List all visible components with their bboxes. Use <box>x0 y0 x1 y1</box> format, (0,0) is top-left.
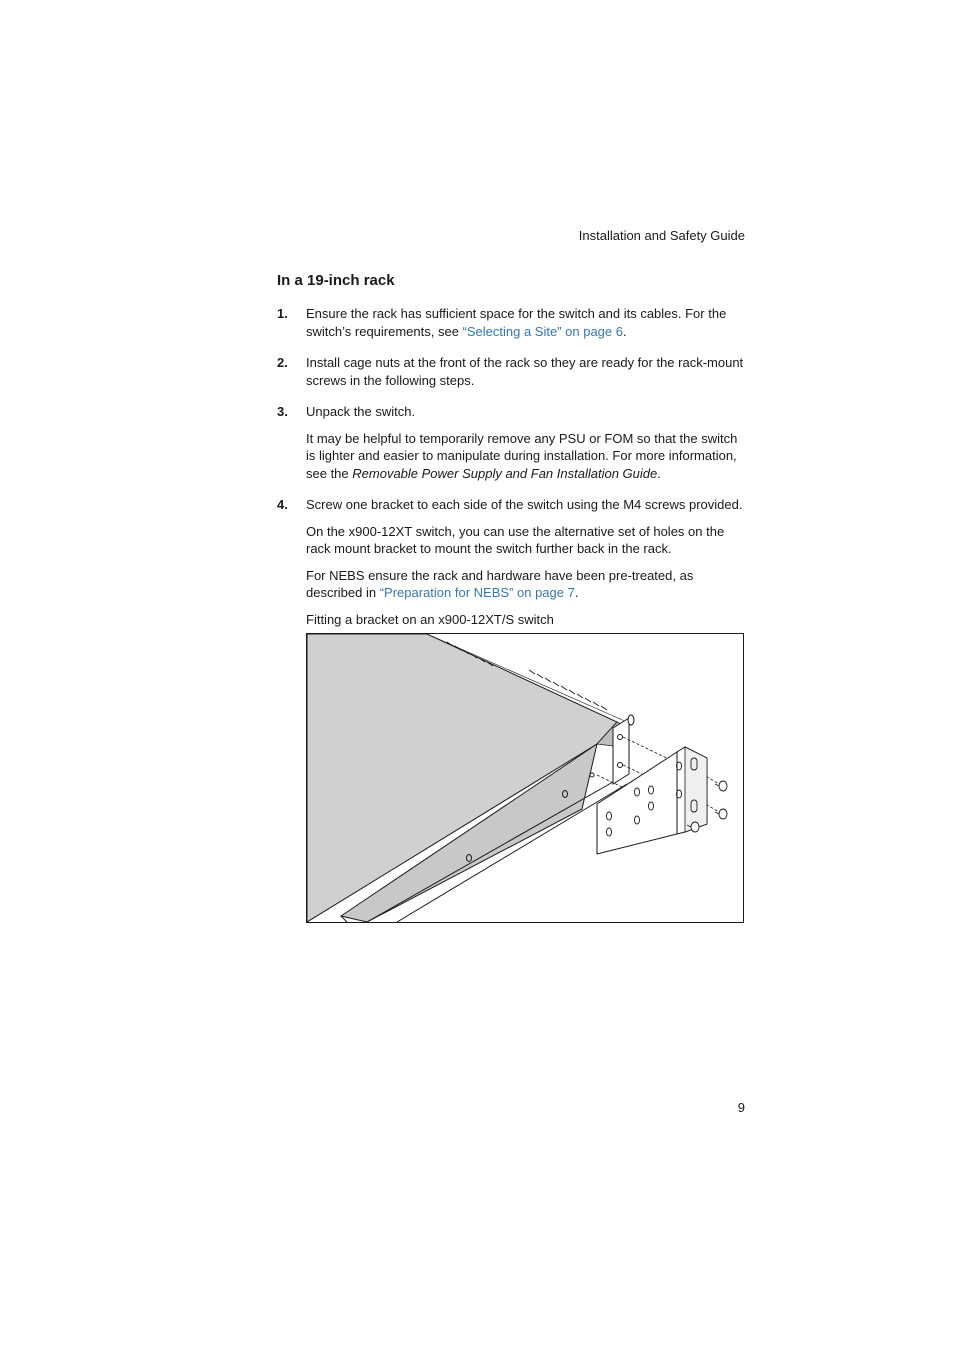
step-3 <box>277 403 745 482</box>
step-2 <box>277 354 745 389</box>
step-note: On the x900-12XT switch, you can use the alternative set of holes on the rack mount bracket to mount the switch further back in the rack. <box>306 523 725 556</box>
step-number: 4. <box>277 497 288 512</box>
running-header: Installation and Safety Guide <box>578 228 745 243</box>
step-note: For NEBS ensure the rack and hardware have been pre-treated, as described in “Preparation for NEBS” on page 7. <box>306 567 694 600</box>
figure-caption: Fitting a bracket on an x900-12XT/S switch <box>306 611 554 627</box>
step-text: Screw one bracket to each side of the switch using the M4 screws provided. <box>306 497 743 512</box>
step-text: Install cage nuts at the front of the rack so they are ready for the rack-mount screws in the following steps. <box>306 355 744 388</box>
bracket-installation-figure <box>306 633 744 923</box>
guide-title: Removable Power Supply and Fan Installation Guide <box>352 465 658 481</box>
cross-reference-link[interactable]: “Selecting a Site” on page 6 <box>462 323 623 339</box>
step-1 <box>277 305 745 340</box>
step-number: 2. <box>277 355 288 370</box>
section-title: In a 19-inch rack <box>277 272 395 289</box>
bracket-installation-illustration <box>307 634 743 922</box>
page-number: 9 <box>737 1100 745 1115</box>
cross-reference-link[interactable]: “Preparation for NEBS” on page 7 <box>379 585 575 600</box>
step-number: 3. <box>277 404 288 419</box>
step-text: Unpack the switch. <box>306 404 416 419</box>
step-note: It may be helpful to temporarily remove any PSU or FOM so that the switch is lighter and easier to manipulate during installation. For more information, see the Removable Power Supply and Fan Installation Guide. <box>306 430 738 481</box>
step-number: 1. <box>277 306 288 321</box>
step-text: Ensure the rack has sufficient space for the switch and its cables. For the switch’s requirements, see “Selecting a Site” on page 6. <box>306 306 727 339</box>
step-4 <box>277 496 745 628</box>
procedure-list <box>277 305 745 642</box>
